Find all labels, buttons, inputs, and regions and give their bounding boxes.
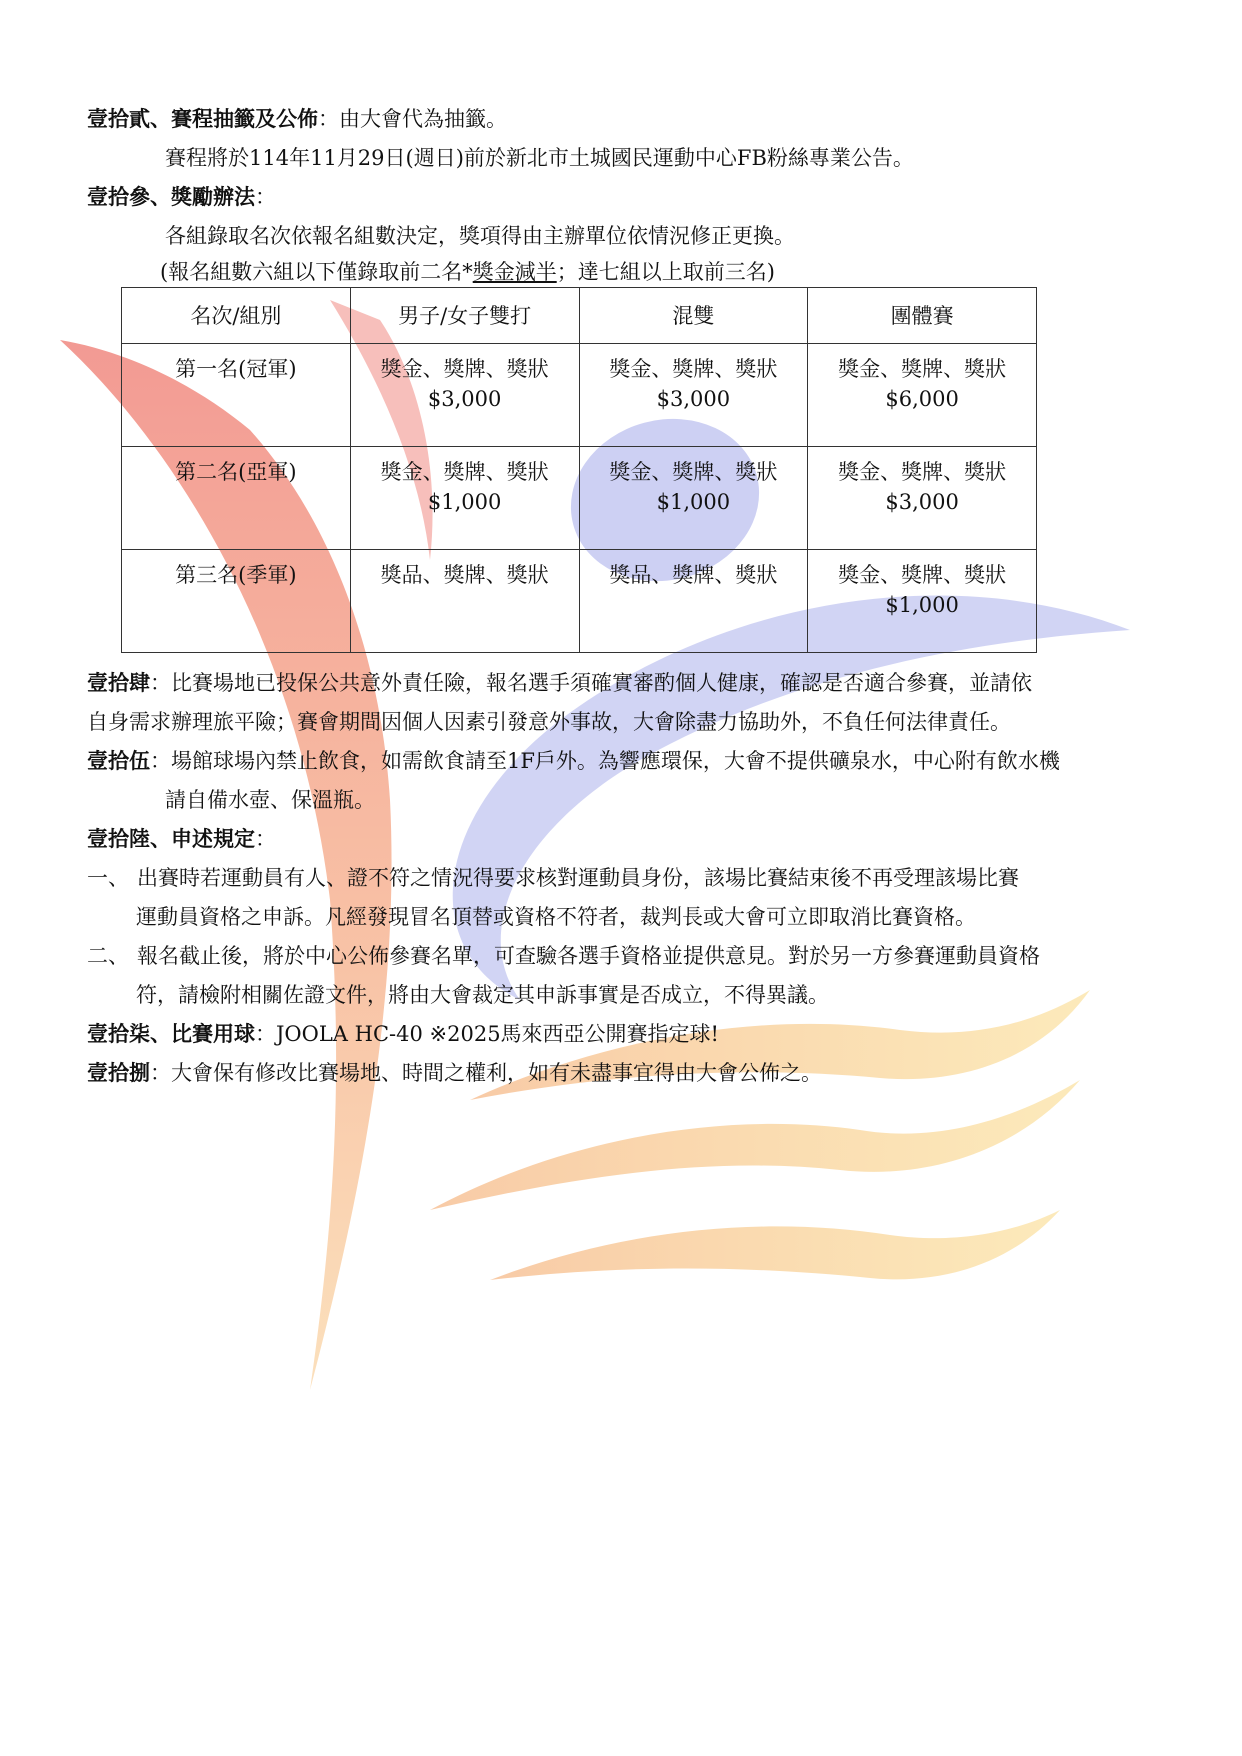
section-14-heading: 壹拾肆 <box>87 670 150 695</box>
table-row <box>122 344 1037 447</box>
prize-amount: $1,000 <box>427 490 502 514</box>
section-13-line2: 各組錄取名次依報名組數決定，獎項得由主辦單位依情況修正更換。 <box>165 224 795 248</box>
prize-cell <box>808 344 1037 447</box>
prize-text: 獎金、獎牌、獎狀 <box>380 357 549 381</box>
prize-text: 獎金、獎牌、獎狀 <box>838 357 1007 381</box>
section-14-text: ：比賽場地已投保公共意外責任險，報名選手須確實審酌個人健康，確認是否適合參賽，並請依 <box>150 671 1032 695</box>
section-14-heading-line <box>87 668 1032 698</box>
prize-cell <box>350 550 579 653</box>
prize-text: 獎金、獎牌、獎狀 <box>609 460 778 484</box>
section-16-heading-line <box>87 824 276 854</box>
section-16-heading: 壹拾陸、申述規定 <box>87 826 255 851</box>
section-13-text: ： <box>255 185 276 209</box>
list-item <box>87 863 1019 893</box>
prize-cell <box>579 344 808 447</box>
section-14-line2: 自身需求辦理旅平險；賽會期間因個人因素引發意外事故，大會除盡力協助外，不負任何法律責任。 <box>87 710 1011 734</box>
prize-cell <box>808 550 1037 653</box>
section-15-line2: 請自備水壺、保溫瓶。 <box>165 788 375 812</box>
awards-table-header: 男子/女子雙打 <box>350 288 579 344</box>
prize-amount: $1,000 <box>656 490 731 514</box>
prize-amount: $3,000 <box>427 387 502 411</box>
prize-cell <box>579 447 808 550</box>
section-17-text: ：JOOLA HC-40 ※2025馬來西亞公開賽指定球! <box>255 1022 719 1046</box>
section-15-heading-line <box>87 746 1060 776</box>
list-item-continuation: 運動員資格之申訴。凡經發現冒名頂替或資格不符者，裁判長或大會可立即取消比賽資格。 <box>136 905 976 929</box>
section-15-text: ：場館球場內禁止飲食，如需飲食請至1F戶外。為響應環保，大會不提供礦泉水，中心附有飲水機 <box>150 749 1060 773</box>
section-18-heading-line <box>87 1058 822 1088</box>
section-12-text: ：由大會代為抽籤。 <box>318 107 507 131</box>
section-13-heading-line <box>87 182 276 212</box>
rank-cell: 第一名(冠軍) <box>122 344 351 447</box>
section-13-heading: 壹拾參、獎勵辦法 <box>87 184 255 209</box>
awards-table-header: 名次/組別 <box>122 288 351 344</box>
list-item-text: 報名截止後，將於中心公佈參賽名單，可查驗各選手資格並提供意見。對於另一方參賽運動員資格 <box>137 944 1040 968</box>
prize-cell <box>350 344 579 447</box>
section-16-text: ： <box>255 827 276 851</box>
awards-table-header-row <box>122 288 1037 344</box>
prize-cell <box>350 447 579 550</box>
section-13-line3-b: ；達七組以上取前三名) <box>556 260 775 284</box>
awards-table <box>121 287 1037 653</box>
prize-text: 獎金、獎牌、獎狀 <box>380 460 549 484</box>
section-12-heading-line <box>87 104 507 134</box>
prize-text: 獎金、獎牌、獎狀 <box>838 563 1007 587</box>
prize-text: 獎金、獎牌、獎狀 <box>609 357 778 381</box>
section-12-line2: 賽程將於114年11月29日(週日)前於新北市土城國民運動中心FB粉絲專業公告。 <box>165 146 914 170</box>
prize-text: 獎品、獎牌、獎狀 <box>609 563 778 587</box>
prize-amount: $6,000 <box>885 387 959 411</box>
section-15-heading: 壹拾伍 <box>87 748 150 773</box>
table-row <box>122 447 1037 550</box>
section-13-line3 <box>160 257 775 287</box>
prize-cell <box>808 447 1037 550</box>
section-17-heading-line <box>87 1019 719 1049</box>
prize-cell <box>579 550 808 653</box>
section-13-line3-underlined: 獎金減半 <box>472 260 557 284</box>
rank-cell: 第二名(亞軍) <box>122 447 351 550</box>
prize-amount: $3,000 <box>656 387 731 411</box>
prize-amount: $1,000 <box>885 593 959 617</box>
prize-amount: $3,000 <box>885 490 959 514</box>
prize-text: 獎金、獎牌、獎狀 <box>838 460 1007 484</box>
prize-text: 獎品、獎牌、獎狀 <box>380 563 549 587</box>
section-18-text: ：大會保有修改比賽場地、時間之權利，如有未盡事宜得由大會公佈之。 <box>150 1061 822 1085</box>
section-18-heading: 壹拾捌 <box>87 1060 150 1085</box>
list-item-number: 一、 <box>87 866 129 890</box>
section-12-heading: 壹拾貳、賽程抽籤及公佈 <box>87 106 318 131</box>
rank-cell: 第三名(季軍) <box>122 550 351 653</box>
awards-table-header: 團體賽 <box>808 288 1037 344</box>
section-13-line3-a: (報名組數六組以下僅錄取前二名* <box>160 260 473 284</box>
list-item-text: 出賽時若運動員有人、證不符之情況得要求核對運動員身份，該場比賽結束後不再受理該場比賽 <box>137 866 1019 890</box>
list-item-continuation: 符，請檢附相關佐證文件，將由大會裁定其申訴事實是否成立，不得異議。 <box>136 983 829 1007</box>
list-item <box>87 941 1040 971</box>
section-17-heading: 壹拾柒、比賽用球 <box>87 1021 255 1046</box>
list-item-number: 二、 <box>87 944 129 968</box>
table-row <box>122 550 1037 653</box>
awards-table-header: 混雙 <box>579 288 808 344</box>
